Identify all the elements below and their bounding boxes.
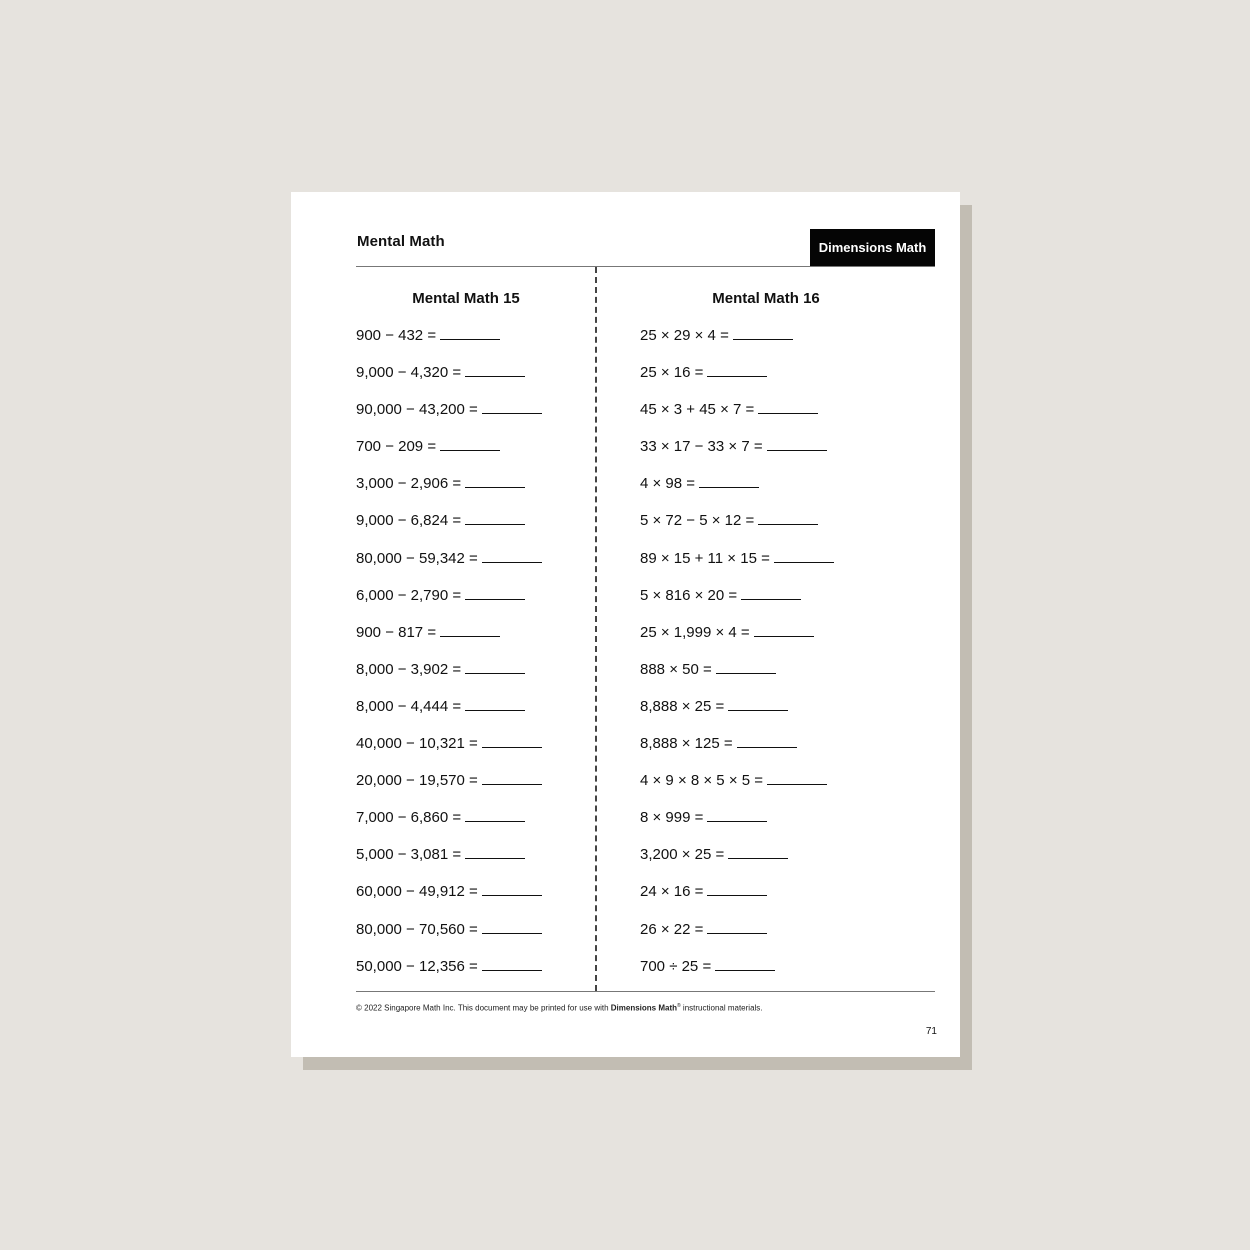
- problem-item: [356, 585, 542, 622]
- problem-expression: 700 − 209 =: [356, 438, 437, 456]
- answer-blank: [728, 696, 788, 711]
- problem-expression: 3,200 × 25 =: [640, 846, 725, 864]
- problem-item: [640, 585, 834, 622]
- problem-expression: 26 × 22 =: [640, 920, 704, 938]
- problem-expression: 5,000 − 3,081 =: [356, 846, 462, 864]
- worksheet-page: [291, 192, 960, 1057]
- problem-item: [356, 919, 542, 956]
- problem-item: [356, 770, 542, 807]
- problem-item: [640, 399, 834, 436]
- problem-expression: 900 − 817 =: [356, 623, 437, 641]
- answer-blank: [465, 473, 525, 488]
- problem-item: [356, 399, 542, 436]
- problem-expression: 8,888 × 25 =: [640, 697, 725, 715]
- answer-blank: [707, 881, 767, 896]
- problem-expression: 25 × 16 =: [640, 364, 704, 382]
- answer-blank: [482, 733, 542, 748]
- answer-blank: [465, 510, 525, 525]
- page-title: Mental Math: [357, 233, 445, 250]
- problem-item: [356, 696, 542, 733]
- problem-expression: 8,888 × 125 =: [640, 735, 733, 753]
- problem-expression: 33 × 17 − 33 × 7 =: [640, 438, 763, 456]
- problem-expression: 8,000 − 4,444 =: [356, 697, 462, 715]
- problem-item: [356, 844, 542, 881]
- answer-blank: [440, 325, 500, 340]
- problem-item: [640, 807, 834, 844]
- problem-expression: 5 × 816 × 20 =: [640, 586, 738, 604]
- problem-item: [640, 956, 834, 993]
- problem-list-right: [640, 325, 834, 993]
- problem-item: [356, 510, 542, 547]
- problem-item: [356, 548, 542, 585]
- answer-blank: [482, 399, 542, 414]
- problem-item: [640, 770, 834, 807]
- answer-blank: [728, 844, 788, 859]
- problem-list-left: [356, 325, 542, 993]
- answer-blank: [465, 844, 525, 859]
- answer-blank: [482, 548, 542, 563]
- problem-expression: 900 − 432 =: [356, 327, 437, 344]
- answer-blank: [733, 325, 793, 340]
- copyright-brand: Dimensions Math: [610, 1003, 678, 1013]
- answer-blank: [465, 362, 525, 377]
- section-title-right: Mental Math 16: [712, 290, 820, 307]
- problem-item: [640, 659, 834, 696]
- problem-item: [640, 548, 834, 585]
- problem-item: [356, 362, 542, 399]
- column-divider: [595, 267, 597, 991]
- answer-blank: [465, 696, 525, 711]
- problem-expression: 50,000 − 12,356 =: [356, 957, 478, 975]
- problem-expression: 90,000 − 43,200 =: [356, 401, 478, 419]
- problem-expression: 80,000 − 59,342 =: [356, 549, 478, 567]
- problem-expression: 89 × 15 + 11 × 15 =: [640, 549, 770, 567]
- problem-item: [640, 473, 834, 510]
- problem-item: [356, 622, 542, 659]
- problem-item: [640, 436, 834, 473]
- answer-blank: [465, 585, 525, 600]
- answer-blank: [482, 919, 542, 934]
- problem-item: [640, 325, 834, 362]
- problem-item: [640, 696, 834, 733]
- registered-mark: ®: [677, 1003, 681, 1009]
- problem-expression: 3,000 − 2,906 =: [356, 475, 462, 493]
- problem-expression: 8 × 999 =: [640, 809, 704, 827]
- problem-expression: 6,000 − 2,790 =: [356, 586, 462, 604]
- problem-item: [356, 807, 542, 844]
- brand-badge: Dimensions Math: [810, 229, 935, 266]
- problem-item: [640, 362, 834, 399]
- problem-expression: 24 × 16 =: [640, 883, 704, 901]
- footer-rule: [356, 991, 935, 992]
- page-number: 71: [925, 1026, 937, 1037]
- problem-expression: 7,000 − 6,860 =: [356, 809, 462, 827]
- answer-blank: [767, 436, 827, 451]
- header-rule: [356, 266, 935, 267]
- problem-item: [640, 622, 834, 659]
- answer-blank: [465, 807, 525, 822]
- problem-item: [356, 473, 542, 510]
- answer-blank: [716, 659, 776, 674]
- answer-blank: [440, 622, 500, 637]
- problem-item: [356, 325, 542, 362]
- problem-expression: 45 × 3 + 45 × 7 =: [640, 401, 755, 419]
- answer-blank: [754, 622, 814, 637]
- copyright-text: © 2022 Singapore Math Inc. This document may be printed for use with: [356, 1003, 611, 1013]
- answer-blank: [715, 956, 775, 971]
- answer-blank: [707, 919, 767, 934]
- problem-item: [640, 844, 834, 881]
- answer-blank: [482, 881, 542, 896]
- problem-item: [640, 733, 834, 770]
- problem-expression: 4 × 98 =: [640, 475, 696, 493]
- problem-item: [356, 436, 542, 473]
- answer-blank: [440, 436, 500, 451]
- copyright-tail: instructional materials.: [680, 1003, 763, 1013]
- problem-expression: 40,000 − 10,321 =: [356, 735, 478, 753]
- problem-expression: 20,000 − 19,570 =: [356, 772, 478, 790]
- answer-blank: [482, 956, 542, 971]
- answer-blank: [707, 362, 767, 377]
- problem-expression: 4 × 9 × 8 × 5 × 5 =: [640, 772, 764, 790]
- problem-expression: 9,000 − 4,320 =: [356, 364, 462, 382]
- answer-blank: [758, 510, 818, 525]
- problem-expression: 700 ÷ 25 =: [640, 957, 712, 975]
- problem-expression: 8,000 − 3,902 =: [356, 660, 462, 678]
- problem-expression: 5 × 72 − 5 × 12 =: [640, 512, 755, 530]
- problem-item: [640, 510, 834, 547]
- problem-item: [640, 881, 834, 918]
- problem-expression: 25 × 1,999 × 4 =: [640, 623, 750, 641]
- problem-expression: 9,000 − 6,824 =: [356, 512, 462, 530]
- problem-item: [356, 881, 542, 918]
- problem-expression: 25 × 29 × 4 =: [640, 327, 729, 344]
- copyright-note: [356, 1003, 763, 1013]
- answer-blank: [699, 473, 759, 488]
- problem-item: [356, 956, 542, 993]
- section-title-left: Mental Math 15: [412, 290, 520, 307]
- problem-expression: 80,000 − 70,560 =: [356, 920, 478, 938]
- problem-item: [356, 659, 542, 696]
- answer-blank: [767, 770, 827, 785]
- problem-item: [356, 733, 542, 770]
- problem-expression: 60,000 − 49,912 =: [356, 883, 478, 901]
- answer-blank: [482, 770, 542, 785]
- answer-blank: [465, 659, 525, 674]
- problem-expression: 888 × 50 =: [640, 660, 712, 678]
- answer-blank: [707, 807, 767, 822]
- problem-item: [640, 919, 834, 956]
- answer-blank: [741, 585, 801, 600]
- answer-blank: [737, 733, 797, 748]
- answer-blank: [774, 548, 834, 563]
- answer-blank: [758, 399, 818, 414]
